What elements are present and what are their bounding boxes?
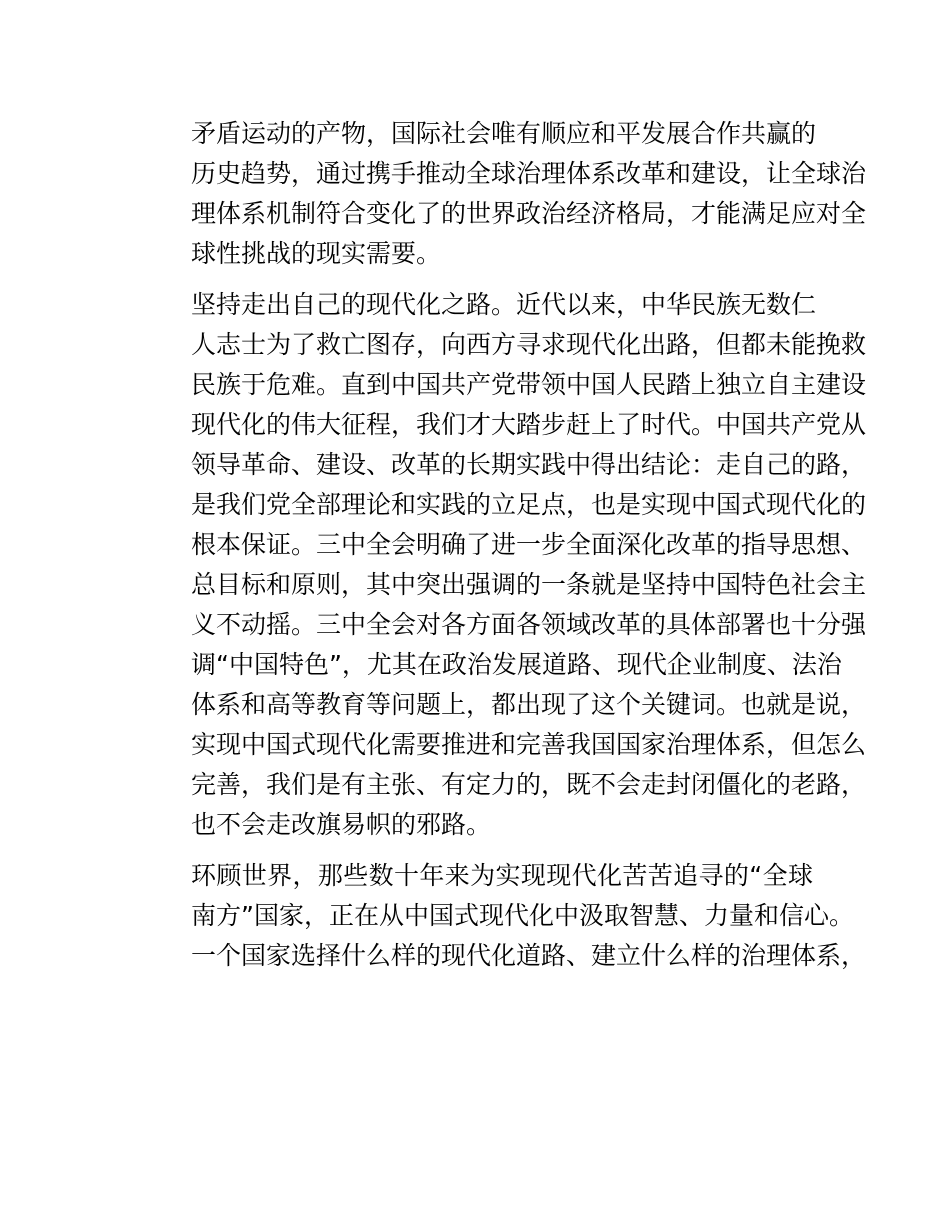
text-line: 实现中国式现代化需要推进和完善我国国家治理体系，但怎么: [191, 730, 867, 759]
text-line: 坚持走出自己的现代化之路。近代以来，中华民族无数仁: [191, 290, 817, 319]
body-text: [141, 114, 867, 976]
text-line: 环顾世界，那些数十年来为实现现代化苦苦追寻的“全球: [191, 861, 813, 890]
text-line: 一个国家选择什么样的现代化道路、建立什么样的治理体系，: [191, 941, 867, 970]
text-line: 调“中国特色”，尤其在政治发展道路、现代企业制度、法治: [191, 650, 842, 679]
text-line: 民族于危难。直到中国共产党带领中国人民踏上独立自主建设: [191, 370, 867, 399]
text-line: 领导革命、建设、改革的长期实践中得出结论：走自己的路，: [191, 450, 867, 479]
text-line: 根本保证。三中全会明确了进一步全面深化改革的指导思想、: [191, 530, 867, 559]
text-line: 矛盾运动的产物，国际社会唯有顺应和平发展合作共赢的: [191, 119, 817, 148]
paragraph-3: [141, 856, 867, 976]
text-line: 是我们党全部理论和实践的立足点，也是实现中国式现代化的: [191, 490, 867, 519]
text-line: 理体系机制符合变化了的世界政治经济格局，才能满足应对全: [191, 199, 867, 228]
text-line: 球性挑战的现实需要。: [191, 239, 442, 268]
text-line: 历史趋势，通过携手推动全球治理体系改革和建设，让全球治: [191, 159, 867, 188]
text-line: 义不动摇。三中全会对各方面各领域改革的具体部署也十分强: [191, 610, 867, 639]
text-line: 完善，我们是有主张、有定力的，既不会走封闭僵化的老路，: [191, 770, 867, 799]
paragraph-2: [141, 285, 867, 845]
text-line: 也不会走改旗易帜的邪路。: [191, 810, 492, 839]
text-line: 现代化的伟大征程，我们才大踏步赶上了时代。中国共产党从: [191, 410, 867, 439]
text-line: 南方”国家，正在从中国式现代化中汲取智慧、力量和信心。: [191, 901, 854, 930]
paragraph-1: [141, 114, 867, 274]
text-line: 体系和高等教育等问题上，都出现了这个关键词。也就是说，: [191, 690, 867, 719]
text-line: 人志士为了救亡图存，向西方寻求现代化出路，但都未能挽救: [191, 330, 867, 359]
text-line: 总目标和原则，其中突出强调的一条就是坚持中国特色社会主: [191, 570, 867, 599]
